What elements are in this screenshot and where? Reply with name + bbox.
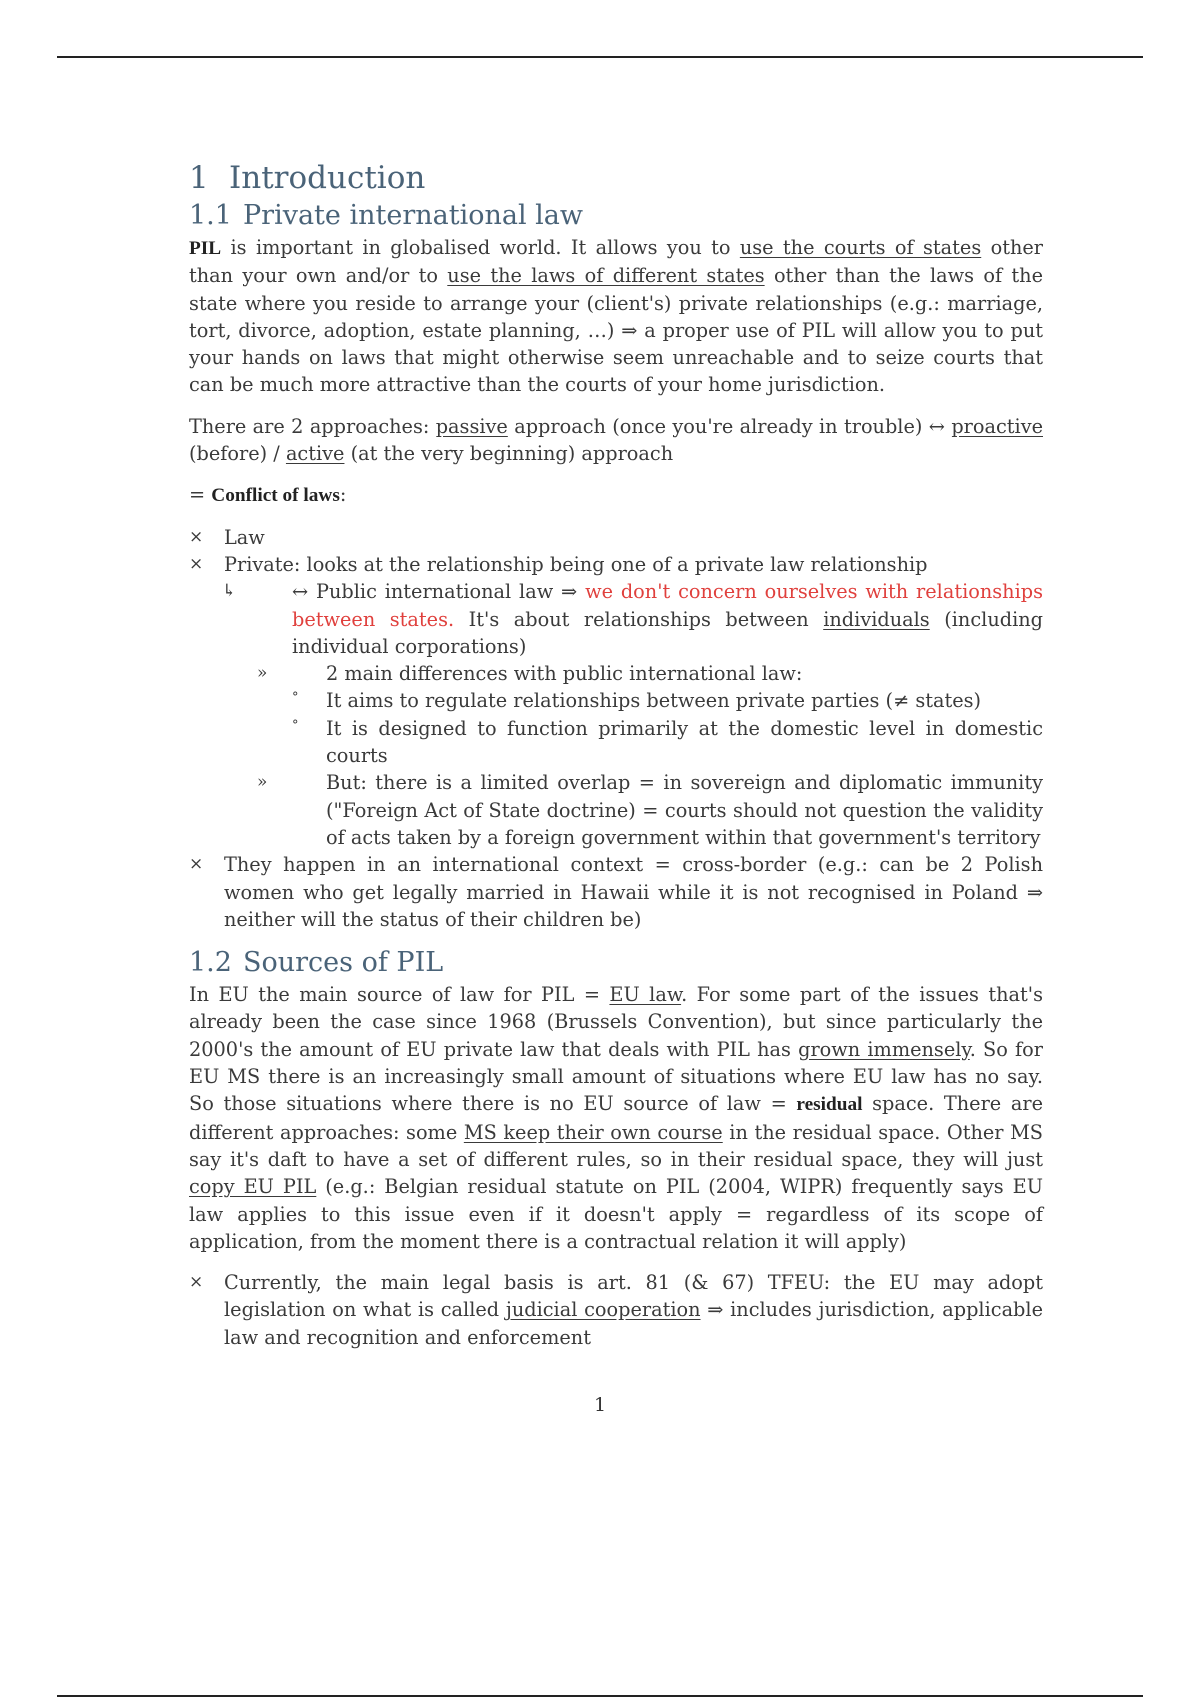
cross-bullet-icon: × xyxy=(189,526,204,547)
text: other than your own and/or to xyxy=(189,236,1043,288)
text: . For some part of the issues that's already been the case since 1968 (Brussels Convention), but since particularly the 2000's the amount of EU private law that deals with PIL has xyxy=(189,983,1043,1061)
text: space. There are different approaches: some xyxy=(189,1092,1043,1144)
cross-bullet-icon: × xyxy=(189,854,204,875)
raquo-bullet-icon: » xyxy=(257,772,268,793)
highlighted-text: we don't concern ourselves with relationships between states. xyxy=(292,580,1043,631)
text: (e.g.: Belgian residual statute on PIL (2004, WIPR) frequently says EU law applies to this issue even if it doesn't apply = regardless of its scope of application, from the moment there is a contractual relation it will apply) xyxy=(189,1175,1043,1253)
term-pil: PIL xyxy=(189,238,222,259)
text: ↔ Public international law ⇒ xyxy=(292,580,586,604)
subsection-number: 1.1 xyxy=(189,200,232,231)
list-subitem xyxy=(189,578,1043,660)
underlined-text: individuals xyxy=(823,607,930,631)
text: In EU the main source of law for PIL = xyxy=(189,983,610,1007)
underlined-text: MS keep their own course xyxy=(463,1120,723,1144)
paragraph-approaches xyxy=(189,413,1043,468)
list-item xyxy=(189,524,1043,551)
circle-bullet-icon: ° xyxy=(292,690,299,706)
underlined-text: proactive xyxy=(951,414,1043,438)
text: (including individual corporations) xyxy=(292,607,1044,658)
text: (at the very beginning) approach xyxy=(344,442,674,466)
underlined-text: copy EU PIL xyxy=(189,1175,317,1199)
text: There are 2 approaches: xyxy=(189,414,436,438)
text: : xyxy=(339,483,347,507)
list-item-text: 2 main differences with public international law: xyxy=(326,662,803,686)
list-subitem xyxy=(189,715,1043,770)
text: is important in globalised world. It allows you to xyxy=(221,236,740,259)
section-number: 1 xyxy=(189,160,209,196)
underlined-text: use the courts of states xyxy=(739,236,982,259)
paragraph-pil-intro xyxy=(189,234,1043,399)
list-item-text: Law xyxy=(224,525,265,549)
raquo-bullet-icon: » xyxy=(257,663,268,684)
subsection-number: 1.2 xyxy=(189,947,232,979)
text: It's about relationships between xyxy=(454,607,824,631)
list-item-text: Private: looks at the relationship being one of a private law relationship xyxy=(224,552,928,576)
section-title: Introduction xyxy=(229,160,426,196)
underlined-text: EU law xyxy=(609,983,682,1007)
text: = xyxy=(189,483,212,507)
paragraph-sources xyxy=(189,981,1043,1255)
hook-arrow-icon: ↳ xyxy=(222,581,237,602)
text: other than the laws of the state where you reside to arrange your (client's) private relationships (e.g.: marriage, tort, divorce, adoption, estate planning, …) ⇒ a proper use of PIL will allow you to put your hands on laws that might otherwise seem unreachable and to seize courts that can be much more attractive than the courts of your home jurisdiction. xyxy=(189,264,1043,397)
subsection-heading-1-2 xyxy=(189,945,1043,981)
text: Currently, the main legal basis is art. 81 (& 67) TFEU: the EU may adopt legislation on what is called xyxy=(224,1271,1043,1322)
underlined-text: grown immensely xyxy=(798,1037,970,1061)
cross-bullet-icon: × xyxy=(189,1272,204,1293)
sources-list xyxy=(189,1269,1043,1351)
term-residual: residual xyxy=(796,1094,863,1116)
underlined-text: judicial cooperation xyxy=(505,1298,701,1322)
list-subitem xyxy=(189,769,1043,851)
underlined-text: use the laws of different states xyxy=(447,264,765,288)
section-heading xyxy=(189,158,1043,198)
text: in the residual space. Other MS say it's daft to have a set of different rules, so in their residual space, they will just xyxy=(189,1120,1044,1171)
subsection-title: Private international law xyxy=(243,200,584,231)
list-item xyxy=(189,851,1043,933)
header-rule xyxy=(57,56,1143,58)
page-content xyxy=(189,158,1043,1351)
list-subitem xyxy=(189,687,1043,714)
list-subitem xyxy=(189,660,1043,687)
paragraph-conflict-of-laws xyxy=(189,481,1043,509)
list-item xyxy=(189,1269,1043,1351)
footer-rule xyxy=(57,1695,1143,1697)
underlined-text: active xyxy=(285,442,345,466)
term-conflict-of-laws: Conflict of laws xyxy=(211,485,340,507)
list-item-text: It is designed to function primarily at the domestic level in domestic courts xyxy=(326,716,1043,768)
text: . So for EU MS there is an increasingly small amount of situations where EU law has no say. So those situations where there is no EU source of law = xyxy=(189,1037,1043,1116)
subsection-title: Sources of PIL xyxy=(243,947,444,979)
circle-bullet-icon: ° xyxy=(292,717,299,733)
page-number: 1 xyxy=(593,1394,607,1416)
conflict-of-laws-list xyxy=(189,524,1043,933)
text: approach (once you're already in trouble) ↔ xyxy=(507,414,952,438)
cross-bullet-icon: × xyxy=(189,553,204,574)
list-item xyxy=(189,551,1043,578)
underlined-text: passive xyxy=(435,414,508,438)
list-item-text: But: there is a limited overlap = in sovereign and diplomatic immunity ("Foreign Act of State doctrine) = courts should not question the validity of acts taken by a foreign government within that government's territory xyxy=(326,771,1043,849)
subsection-heading-1-1 xyxy=(189,198,1043,234)
text: ⇒ includes jurisdiction, applicable law and recognition and enforcement xyxy=(224,1298,1043,1349)
text: (before) / xyxy=(189,442,286,466)
list-item-text: They happen in an international context = cross-border (e.g.: can be 2 Polish women who get legally married in Hawaii while it is not recognised in Poland ⇒ neither will the status of their children be) xyxy=(224,853,1043,931)
list-item-text: It aims to regulate relationships between private parties (≠ states) xyxy=(326,689,982,713)
